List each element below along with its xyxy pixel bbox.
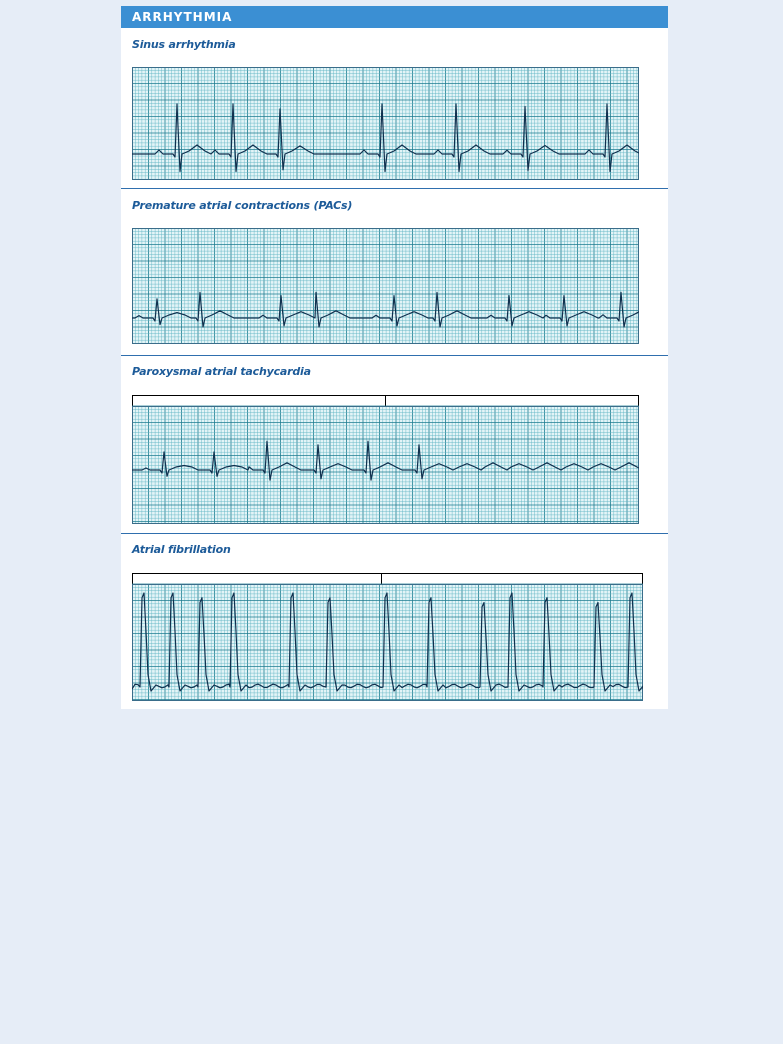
ecg-strip-afib [132, 573, 643, 701]
section-divider [121, 533, 668, 534]
strip-title-pat: Paroxysmal atrial tachycardia [132, 365, 311, 378]
arrhythmia-panel [121, 6, 668, 709]
strip-title-pac: Premature atrial contractions (PACs) [132, 199, 353, 212]
section-divider [121, 355, 668, 356]
ecg-strip-pat [132, 395, 639, 524]
strip-title-sinus: Sinus arrhythmia [132, 38, 236, 51]
section-divider [121, 188, 668, 189]
ecg-strip-sinus [132, 67, 639, 180]
ecg-strip-sinus-graphic [132, 67, 639, 180]
ecg-strip-pac [132, 228, 639, 344]
ecg-strip-pac-graphic [132, 228, 639, 344]
ecg-strip-pat-graphic [132, 395, 639, 524]
timing-bracket-row [133, 574, 643, 585]
panel-header: ARRHYTHMIA [121, 6, 668, 28]
strip-title-afib: Atrial fibrillation [132, 543, 231, 556]
ecg-strip-afib-graphic [132, 573, 643, 701]
